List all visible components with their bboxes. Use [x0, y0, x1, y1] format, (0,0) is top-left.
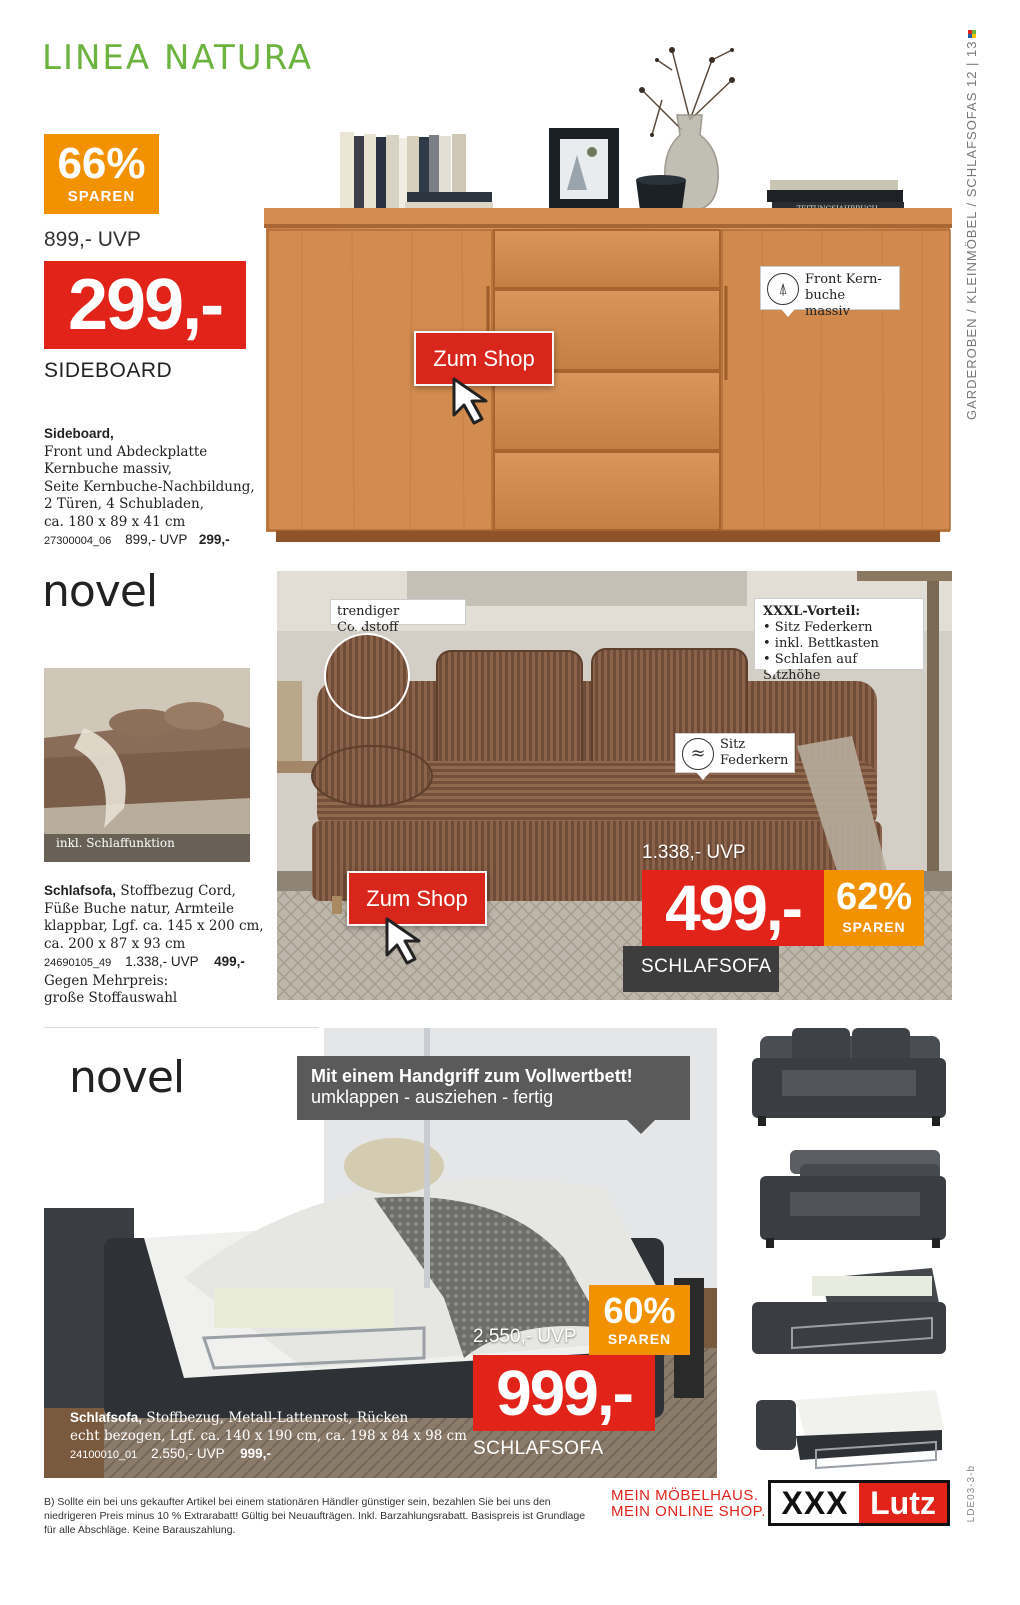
extra-line: große Stoffauswahl: [44, 990, 178, 1006]
shop-button-label: Zum Shop: [366, 886, 468, 911]
description-line: ca. 200 x 87 x 93 cm: [44, 935, 186, 952]
subline-text: umklappen - ausziehen - fertig: [311, 1087, 554, 1107]
sofa-thumbnail-image: [44, 668, 250, 862]
xxxl-vorteil-box: [754, 598, 924, 683]
discount-label: SPAREN: [607, 1331, 672, 1347]
tree-icon: ⍋: [767, 273, 799, 305]
slogan: [611, 1488, 766, 1520]
discount-label: SPAREN: [67, 188, 136, 205]
discount-percent: 60%: [603, 1290, 676, 1331]
feature-callout-spring: [675, 733, 795, 773]
document-code: LDE03-3-b: [966, 1465, 977, 1523]
cursor-arrow-icon: [383, 915, 435, 967]
brand-logo-novel: novel: [69, 1052, 185, 1103]
article-number: 24690105_49: [44, 957, 112, 969]
callout-text: trendiger Cordstoff: [337, 604, 400, 635]
cursor-arrow-icon: [450, 375, 502, 427]
sale-price: 299,-: [44, 261, 246, 349]
description-line: Kernbuche massiv,: [44, 461, 173, 477]
discount-label: SPAREN: [842, 919, 906, 935]
callout-text: Sitz Federkern: [720, 737, 789, 768]
feature-callout-fabric: [330, 599, 466, 635]
discount-badge: [824, 870, 924, 946]
thumbnail-caption: inkl. Schlaffunktion: [56, 836, 175, 850]
sale-price: 499,-: [642, 870, 824, 946]
product-category: SIDEBOARD: [44, 359, 173, 382]
discount-badge: [44, 134, 159, 214]
price-small: 499,-: [214, 954, 245, 969]
article-number: 24100010_01: [70, 1449, 138, 1461]
uvp-small: 899,- UVP: [125, 532, 188, 547]
sofa-step-image-1: [752, 1028, 946, 1130]
price-small: 999,-: [240, 1446, 271, 1461]
brand-logo-novel: novel: [42, 566, 158, 617]
uvp-price: 2.550,- UVP: [473, 1326, 577, 1347]
product-title: Schlafsofa,: [44, 883, 117, 898]
vorteil-item: • Sitz Federkern: [763, 620, 873, 635]
product-description: [44, 882, 284, 1008]
description-line: ca. 180 x 89 x 41 cm: [44, 513, 186, 530]
brand-logo-linea-natura: LINEA NATURA: [42, 38, 314, 78]
product-title: Sideboard,: [44, 426, 114, 441]
sofa-step-image-4: [756, 1380, 946, 1472]
feature-callout-wood: [760, 266, 900, 319]
headline-text: Mit einem Handgriff zum Vollwertbett!: [311, 1066, 633, 1086]
description-line: echt bezogen, Lgf. ca. 140 x 190 cm, ca. 198 x 84 x 98 cm: [70, 1427, 467, 1444]
uvp-small: 1.338,- UVP: [125, 954, 199, 969]
logo-xxx: XXX: [771, 1483, 859, 1523]
vorteil-title: XXXL-Vorteil:: [763, 604, 861, 619]
uvp-small: 2.550,- UVP: [151, 1446, 225, 1461]
spring-icon: ≈: [682, 738, 714, 770]
sofa-step-image-2: [760, 1146, 946, 1250]
extra-line: Gegen Mehrpreis:: [44, 972, 169, 989]
slogan-line: MEIN MÖBELHAUS.: [611, 1487, 759, 1504]
slogan-line: MEIN ONLINE SHOP.: [611, 1503, 766, 1520]
discount-percent: 66%: [57, 139, 146, 188]
vorteil-item: • inkl. Bettkasten: [763, 636, 879, 651]
vorteil-item: • Schlafen auf Sitzhöhe: [763, 652, 858, 683]
product-category: SCHLAFSOFA: [473, 1438, 604, 1459]
logo-lutz: Lutz: [859, 1483, 947, 1523]
description-line: Stoffbezug, Metall-Lattenrost, Rücken: [146, 1410, 409, 1426]
sale-price: 999,-: [473, 1355, 655, 1431]
uvp-price: 1.338,- UVP: [642, 842, 746, 863]
description-line: klappbar, Lgf. ca. 145 x 200 cm,: [44, 918, 264, 934]
sofa-step-image-3: [752, 1268, 946, 1364]
callout-text: Front Kern- buche massiv: [805, 272, 882, 319]
description-line: Stoffbezug Cord,: [120, 883, 236, 899]
description-line: Front und Abdeckplatte: [44, 443, 208, 460]
discount-percent: 62%: [835, 876, 913, 918]
product-category: SCHLAFSOFA: [623, 946, 779, 992]
description-line: Füße Buche natur, Armteile: [44, 900, 234, 917]
shop-button-label: Zum Shop: [433, 346, 535, 371]
headline-banner: [297, 1056, 690, 1120]
uvp-price: 899,- UVP: [44, 228, 141, 251]
description-line: Seite Kernbuche-Nachbildung,: [44, 478, 255, 495]
product-title: Schlafsofa,: [70, 1410, 143, 1425]
discount-badge: [589, 1285, 690, 1355]
footer-disclaimer: B) Sollte ein bei uns gekaufter Artikel bei einem stationären Händler günstiger sein, bezahlen Sie bei uns den niedrigeren Preis minus 10 % Extrarabatt! Gültig bei Neuaufträgen. Inkl. Barzahlungsrabatt. Basispreis ist Grundlage für alle Abschläge. Keine Barauszahlung.: [44, 1496, 586, 1536]
xxxlutz-logo[interactable]: [768, 1480, 950, 1526]
section-nav-label: GARDEROBEN / KLEINMÖBEL / SCHLAFSOFAS 12 | 13: [964, 40, 979, 420]
price-small: 299,-: [198, 532, 230, 547]
product-description: [70, 1409, 490, 1465]
product-description: [44, 425, 264, 551]
color-dots: [968, 30, 976, 40]
description-line: 2 Türen, 4 Schubladen,: [44, 496, 205, 512]
article-number: 27300004_06: [44, 535, 112, 547]
